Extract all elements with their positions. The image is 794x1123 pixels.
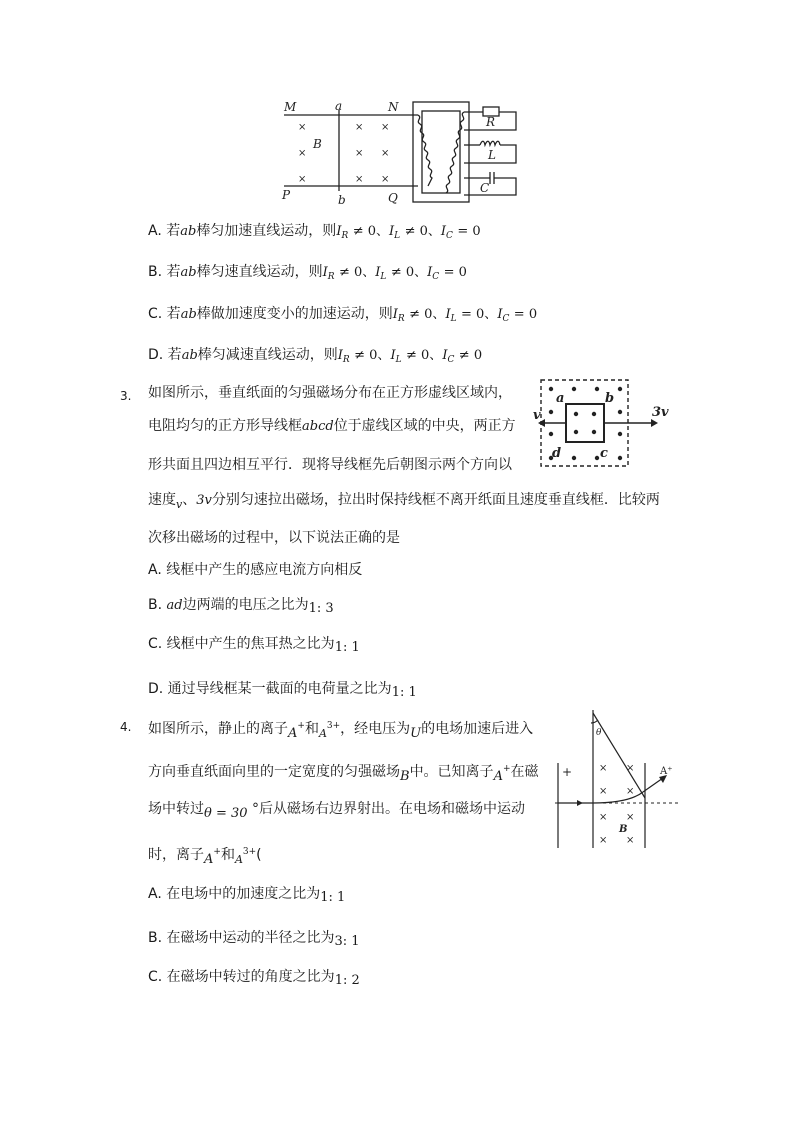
q4-option-c: C. 在磁场中转过的角度之比为1: 2 xyxy=(148,969,360,988)
frame-label-a: a xyxy=(556,391,565,406)
q3-option-a: A. 线框中产生的感应电流方向相反 xyxy=(148,562,363,578)
q2-option-a: A. 若ab棒匀加速直线运动，则$I_R \ne 0$、$I_L \ne 0$、$I_C = 0$ xyxy=(148,223,481,241)
q2-option-d: D. 若ab棒匀减速直线运动，则$I_R \ne 0$、$I_L \ne 0$、$I_C \ne 0$ xyxy=(148,347,483,365)
q4-number: 4. xyxy=(120,720,132,734)
q4-stem-line1: 如图所示，静止的离子A+和$_A^{3+}$，经电压为U的电场加速后进入 xyxy=(148,721,534,741)
q3-stem-line3: 形共面且四边相互平行．现将导线框先后朝图示两个方向以 xyxy=(148,457,512,473)
svg-text:×: × xyxy=(599,763,608,774)
svg-text:×: × xyxy=(298,148,307,159)
svg-text:×: × xyxy=(381,148,390,159)
q2-option-b: B. 若ab棒匀速直线运动，则$I_R \ne 0$、$I_L \ne 0$、$I_C = 0$ xyxy=(148,264,467,282)
q4-stem-line2: 方向垂直纸面向里的一定宽度的匀强磁场B中。已知离子A+在磁 xyxy=(148,764,539,784)
q3-number: 3. xyxy=(120,389,132,403)
plus-sign: + xyxy=(562,765,573,779)
q2-option-c: C. 若ab棒做加速度变小的加速运动，则$I_R \ne 0$、$I_L = 0$、$I_C = 0$ xyxy=(148,306,538,324)
theta-label: θ xyxy=(596,728,602,738)
label-R: R xyxy=(486,115,496,129)
q4-option-a: A. 在电场中的加速度之比为1: 1 xyxy=(148,886,346,905)
svg-text:×: × xyxy=(626,786,635,797)
q3-option-d: D. 通过导线框某一截面的电荷量之比为1: 1 xyxy=(148,681,417,700)
q3-option-b: B. ad边两端的电压之比为1: 3 xyxy=(148,597,334,616)
ion-deflection-diagram xyxy=(553,708,683,853)
q4-option-b: B. 在磁场中运动的半径之比为3: 1 xyxy=(148,930,360,949)
label-N: N xyxy=(388,100,399,114)
label-P: P xyxy=(282,188,291,202)
q3-stem-line4: 速度$_v$、3v分别匀速拉出磁场，拉出时保持线框不离开纸面且速度垂直线框．比较两 xyxy=(148,492,660,511)
velocity-3v-label: 3v xyxy=(652,405,669,420)
frame-label-c: c xyxy=(600,446,608,461)
svg-text:×: × xyxy=(298,174,307,185)
q3-option-c: C. 线框中产生的焦耳热之比为1: 1 xyxy=(148,636,360,655)
svg-text:×: × xyxy=(626,812,635,823)
q3-stem-line2: 电阻均匀的正方形导线框abcd位于虚线区域的中央，两正方 xyxy=(148,418,516,434)
svg-text:×: × xyxy=(355,122,364,133)
svg-text:×: × xyxy=(626,835,635,846)
label-a: a xyxy=(335,99,343,113)
square-frame-diagram xyxy=(530,378,680,470)
frame-label-d: d xyxy=(552,446,562,461)
svg-text:×: × xyxy=(381,174,390,185)
rail-transformer-diagram xyxy=(278,98,528,208)
label-Q: Q xyxy=(388,191,398,205)
svg-text:×: × xyxy=(599,786,608,797)
velocity-v-label: v xyxy=(533,408,541,423)
svg-text:×: × xyxy=(355,148,364,159)
ion-label: A⁺ xyxy=(660,766,673,777)
label-B: B xyxy=(313,137,322,151)
label-L: L xyxy=(488,148,496,162)
q4-stem-line3: 场中转过θ = 30 °后从磁场右边界射出。在电场和磁场中运动 xyxy=(148,801,525,821)
frame-label-b: b xyxy=(605,391,615,406)
svg-text:×: × xyxy=(626,763,635,774)
svg-text:×: × xyxy=(298,122,307,133)
label-C: C xyxy=(480,181,490,195)
q4-stem-line4: 时，离子A+和$_A^{3+}$( xyxy=(148,847,262,867)
svg-text:×: × xyxy=(599,835,608,846)
label-M: M xyxy=(284,100,297,114)
q3-stem-line5: 次移出磁场的过程中，以下说法正确的是 xyxy=(148,530,400,546)
label-b: b xyxy=(338,193,346,207)
q3-stem-line1: 如图所示，垂直纸面的匀强磁场分布在正方形虚线区域内， xyxy=(148,385,512,401)
svg-text:×: × xyxy=(599,812,608,823)
svg-text:×: × xyxy=(381,122,390,133)
svg-text:×: × xyxy=(355,174,364,185)
field-B-label: B xyxy=(619,824,628,835)
